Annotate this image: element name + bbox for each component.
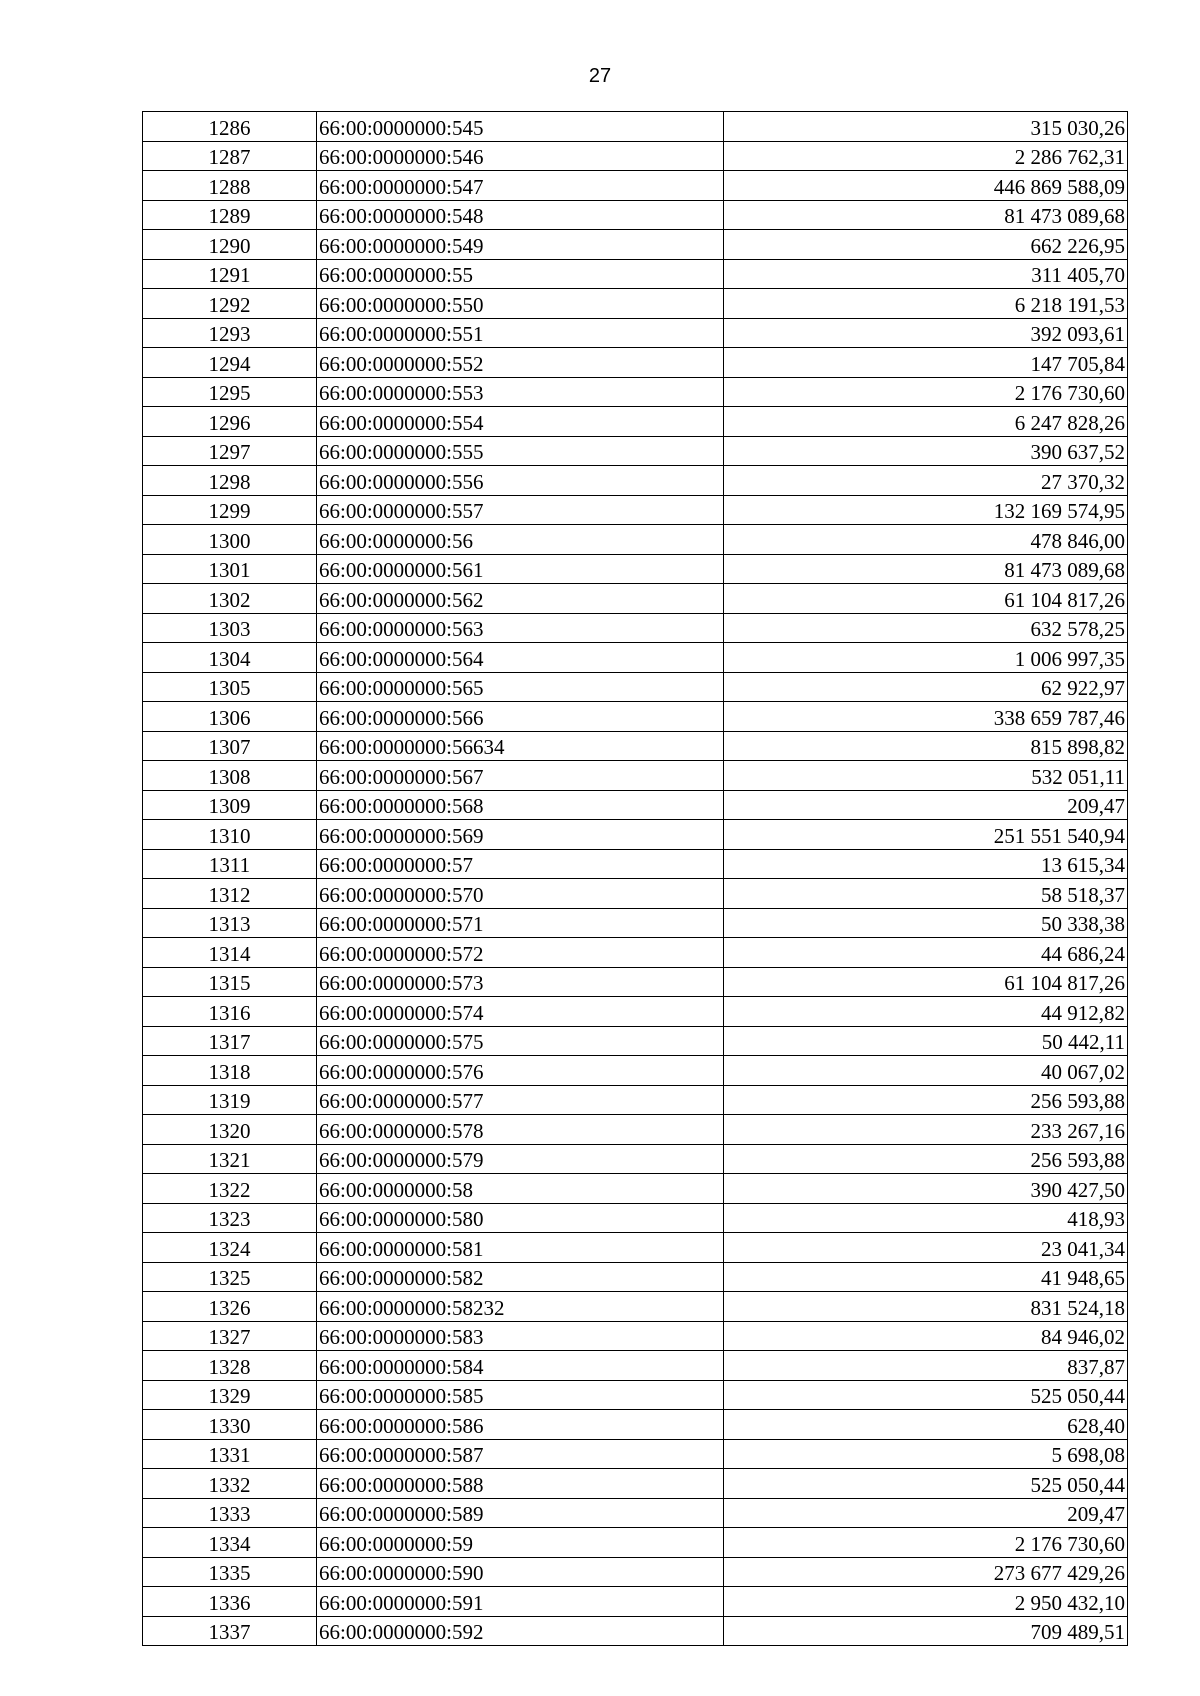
row-number-cell: 1334	[143, 1528, 317, 1558]
cadastral-number-cell: 66:00:0000000:550	[317, 289, 724, 319]
cadastral-value-cell: 628,40	[724, 1410, 1128, 1440]
row-number-cell: 1335	[143, 1557, 317, 1587]
cadastral-value-cell: 40 067,02	[724, 1056, 1128, 1086]
row-number-cell: 1303	[143, 613, 317, 643]
row-number-cell: 1302	[143, 584, 317, 614]
cadastral-value-cell: 662 226,95	[724, 230, 1128, 260]
cadastral-value-cell: 1 006 997,35	[724, 643, 1128, 673]
table-row	[143, 761, 1128, 791]
table-row	[143, 584, 1128, 614]
cadastral-value-cell: 525 050,44	[724, 1469, 1128, 1499]
cadastral-number-cell: 66:00:0000000:555	[317, 436, 724, 466]
table-row	[143, 230, 1128, 260]
table-row	[143, 112, 1128, 142]
cadastral-value-cell: 632 578,25	[724, 613, 1128, 643]
cadastral-number-cell: 66:00:0000000:562	[317, 584, 724, 614]
cadastral-number-cell: 66:00:0000000:578	[317, 1115, 724, 1145]
row-number-cell: 1329	[143, 1380, 317, 1410]
row-number-cell: 1313	[143, 908, 317, 938]
cadastral-value-cell: 256 593,88	[724, 1144, 1128, 1174]
table-body	[143, 112, 1128, 1646]
cadastral-value-cell: 58 518,37	[724, 879, 1128, 909]
cadastral-number-cell: 66:00:0000000:56634	[317, 731, 724, 761]
row-number-cell: 1316	[143, 997, 317, 1027]
table-row	[143, 348, 1128, 378]
row-number-cell: 1293	[143, 318, 317, 348]
cadastral-value-cell: 311 405,70	[724, 259, 1128, 289]
cadastral-value-cell: 709 489,51	[724, 1616, 1128, 1646]
row-number-cell: 1300	[143, 525, 317, 555]
cadastral-number-cell: 66:00:0000000:581	[317, 1233, 724, 1263]
cadastral-number-cell: 66:00:0000000:577	[317, 1085, 724, 1115]
row-number-cell: 1325	[143, 1262, 317, 1292]
table-row	[143, 1351, 1128, 1381]
cadastral-number-cell: 66:00:0000000:567	[317, 761, 724, 791]
cadastral-number-cell: 66:00:0000000:587	[317, 1439, 724, 1469]
table-row	[143, 1380, 1128, 1410]
cadastral-number-cell: 66:00:0000000:561	[317, 554, 724, 584]
table-row	[143, 908, 1128, 938]
cadastral-value-cell: 6 218 191,53	[724, 289, 1128, 319]
cadastral-value-cell: 815 898,82	[724, 731, 1128, 761]
row-number-cell: 1295	[143, 377, 317, 407]
cadastral-number-cell: 66:00:0000000:547	[317, 171, 724, 201]
row-number-cell: 1290	[143, 230, 317, 260]
row-number-cell: 1317	[143, 1026, 317, 1056]
row-number-cell: 1287	[143, 141, 317, 171]
table-row	[143, 1026, 1128, 1056]
table-row	[143, 672, 1128, 702]
table-row	[143, 1262, 1128, 1292]
table-row	[143, 436, 1128, 466]
row-number-cell: 1328	[143, 1351, 317, 1381]
table-row	[143, 1528, 1128, 1558]
cadastral-value-cell: 5 698,08	[724, 1439, 1128, 1469]
cadastral-value-cell: 2 176 730,60	[724, 1528, 1128, 1558]
cadastral-number-cell: 66:00:0000000:569	[317, 820, 724, 850]
row-number-cell: 1314	[143, 938, 317, 968]
table-row	[143, 377, 1128, 407]
table-row	[143, 1115, 1128, 1145]
row-number-cell: 1319	[143, 1085, 317, 1115]
cadastral-number-cell: 66:00:0000000:55	[317, 259, 724, 289]
cadastral-value-cell: 209,47	[724, 1498, 1128, 1528]
cadastral-number-cell: 66:00:0000000:568	[317, 790, 724, 820]
cadastral-number-cell: 66:00:0000000:58	[317, 1174, 724, 1204]
cadastral-number-cell: 66:00:0000000:545	[317, 112, 724, 142]
cadastral-value-cell: 831 524,18	[724, 1292, 1128, 1322]
row-number-cell: 1320	[143, 1115, 317, 1145]
table-row	[143, 790, 1128, 820]
table-row	[143, 1174, 1128, 1204]
cadastral-number-cell: 66:00:0000000:566	[317, 702, 724, 732]
table-row	[143, 259, 1128, 289]
cadastral-number-cell: 66:00:0000000:570	[317, 879, 724, 909]
table-row	[143, 554, 1128, 584]
cadastral-number-cell: 66:00:0000000:573	[317, 967, 724, 997]
row-number-cell: 1299	[143, 495, 317, 525]
table-row	[143, 1439, 1128, 1469]
table-row	[143, 1498, 1128, 1528]
row-number-cell: 1336	[143, 1587, 317, 1617]
cadastral-value-cell: 2 950 432,10	[724, 1587, 1128, 1617]
table-row	[143, 613, 1128, 643]
table-row	[143, 466, 1128, 496]
cadastral-value-cell: 315 030,26	[724, 112, 1128, 142]
row-number-cell: 1286	[143, 112, 317, 142]
cadastral-number-cell: 66:00:0000000:556	[317, 466, 724, 496]
row-number-cell: 1306	[143, 702, 317, 732]
row-number-cell: 1292	[143, 289, 317, 319]
cadastral-value-cell: 147 705,84	[724, 348, 1128, 378]
table-row	[143, 141, 1128, 171]
table-row	[143, 1056, 1128, 1086]
cadastral-value-cell: 392 093,61	[724, 318, 1128, 348]
cadastral-number-cell: 66:00:0000000:553	[317, 377, 724, 407]
row-number-cell: 1337	[143, 1616, 317, 1646]
row-number-cell: 1304	[143, 643, 317, 673]
cadastral-number-cell: 66:00:0000000:575	[317, 1026, 724, 1056]
cadastral-value-cell: 273 677 429,26	[724, 1557, 1128, 1587]
cadastral-value-cell: 81 473 089,68	[724, 200, 1128, 230]
cadastral-value-cell: 251 551 540,94	[724, 820, 1128, 850]
cadastral-number-cell: 66:00:0000000:582	[317, 1262, 724, 1292]
table-row	[143, 318, 1128, 348]
cadastral-number-cell: 66:00:0000000:583	[317, 1321, 724, 1351]
cadastral-number-cell: 66:00:0000000:56	[317, 525, 724, 555]
cadastral-value-cell: 390 427,50	[724, 1174, 1128, 1204]
row-number-cell: 1291	[143, 259, 317, 289]
row-number-cell: 1332	[143, 1469, 317, 1499]
cadastral-value-cell: 525 050,44	[724, 1380, 1128, 1410]
row-number-cell: 1308	[143, 761, 317, 791]
table-row	[143, 938, 1128, 968]
cadastral-number-cell: 66:00:0000000:564	[317, 643, 724, 673]
table-row	[143, 289, 1128, 319]
cadastral-number-cell: 66:00:0000000:588	[317, 1469, 724, 1499]
cadastral-value-cell: 41 948,65	[724, 1262, 1128, 1292]
cadastral-number-cell: 66:00:0000000:574	[317, 997, 724, 1027]
cadastral-value-cell: 61 104 817,26	[724, 584, 1128, 614]
cadastral-number-cell: 66:00:0000000:589	[317, 1498, 724, 1528]
row-number-cell: 1330	[143, 1410, 317, 1440]
row-number-cell: 1315	[143, 967, 317, 997]
table-row	[143, 1469, 1128, 1499]
table-row	[143, 200, 1128, 230]
row-number-cell: 1324	[143, 1233, 317, 1263]
table-row	[143, 997, 1128, 1027]
cadastral-number-cell: 66:00:0000000:592	[317, 1616, 724, 1646]
table-row	[143, 495, 1128, 525]
table-row	[143, 849, 1128, 879]
cadastral-value-cell: 446 869 588,09	[724, 171, 1128, 201]
cadastral-number-cell: 66:00:0000000:565	[317, 672, 724, 702]
row-number-cell: 1311	[143, 849, 317, 879]
row-number-cell: 1288	[143, 171, 317, 201]
row-number-cell: 1323	[143, 1203, 317, 1233]
cadastral-number-cell: 66:00:0000000:571	[317, 908, 724, 938]
table-row	[143, 820, 1128, 850]
cadastral-number-cell: 66:00:0000000:586	[317, 1410, 724, 1440]
cadastral-number-cell: 66:00:0000000:57	[317, 849, 724, 879]
cadastral-value-cell: 62 922,97	[724, 672, 1128, 702]
cadastral-value-cell: 44 912,82	[724, 997, 1128, 1027]
table-row	[143, 967, 1128, 997]
cadastral-value-cell: 61 104 817,26	[724, 967, 1128, 997]
cadastral-value-table	[142, 111, 1128, 1646]
table-row	[143, 1233, 1128, 1263]
cadastral-value-cell: 132 169 574,95	[724, 495, 1128, 525]
row-number-cell: 1333	[143, 1498, 317, 1528]
cadastral-number-cell: 66:00:0000000:585	[317, 1380, 724, 1410]
cadastral-number-cell: 66:00:0000000:591	[317, 1587, 724, 1617]
table-row	[143, 702, 1128, 732]
table-row	[143, 643, 1128, 673]
row-number-cell: 1296	[143, 407, 317, 437]
table-row	[143, 407, 1128, 437]
cadastral-number-cell: 66:00:0000000:563	[317, 613, 724, 643]
cadastral-number-cell: 66:00:0000000:590	[317, 1557, 724, 1587]
row-number-cell: 1310	[143, 820, 317, 850]
table-row	[143, 1292, 1128, 1322]
row-number-cell: 1312	[143, 879, 317, 909]
cadastral-number-cell: 66:00:0000000:554	[317, 407, 724, 437]
row-number-cell: 1321	[143, 1144, 317, 1174]
row-number-cell: 1294	[143, 348, 317, 378]
cadastral-value-cell: 23 041,34	[724, 1233, 1128, 1263]
row-number-cell: 1307	[143, 731, 317, 761]
table-row	[143, 171, 1128, 201]
cadastral-value-cell: 50 338,38	[724, 908, 1128, 938]
table-row	[143, 1616, 1128, 1646]
cadastral-number-cell: 66:00:0000000:572	[317, 938, 724, 968]
cadastral-number-cell: 66:00:0000000:584	[317, 1351, 724, 1381]
row-number-cell: 1298	[143, 466, 317, 496]
row-number-cell: 1289	[143, 200, 317, 230]
cadastral-value-cell: 256 593,88	[724, 1085, 1128, 1115]
row-number-cell: 1322	[143, 1174, 317, 1204]
cadastral-value-cell: 6 247 828,26	[724, 407, 1128, 437]
cadastral-number-cell: 66:00:0000000:58232	[317, 1292, 724, 1322]
table-row	[143, 1203, 1128, 1233]
cadastral-number-cell: 66:00:0000000:576	[317, 1056, 724, 1086]
cadastral-value-cell: 81 473 089,68	[724, 554, 1128, 584]
row-number-cell: 1327	[143, 1321, 317, 1351]
row-number-cell: 1326	[143, 1292, 317, 1322]
table-row	[143, 1144, 1128, 1174]
cadastral-value-cell: 390 637,52	[724, 436, 1128, 466]
cadastral-number-cell: 66:00:0000000:552	[317, 348, 724, 378]
cadastral-number-cell: 66:00:0000000:557	[317, 495, 724, 525]
cadastral-value-cell: 50 442,11	[724, 1026, 1128, 1056]
cadastral-value-cell: 84 946,02	[724, 1321, 1128, 1351]
row-number-cell: 1301	[143, 554, 317, 584]
row-number-cell: 1309	[143, 790, 317, 820]
cadastral-value-cell: 2 286 762,31	[724, 141, 1128, 171]
cadastral-number-cell: 66:00:0000000:548	[317, 200, 724, 230]
table-row	[143, 1557, 1128, 1587]
cadastral-number-cell: 66:00:0000000:551	[317, 318, 724, 348]
table-row	[143, 1321, 1128, 1351]
page-number: 27	[588, 65, 612, 87]
cadastral-value-cell: 418,93	[724, 1203, 1128, 1233]
cadastral-value-cell: 478 846,00	[724, 525, 1128, 555]
cadastral-value-cell: 13 615,34	[724, 849, 1128, 879]
cadastral-number-cell: 66:00:0000000:59	[317, 1528, 724, 1558]
cadastral-number-cell: 66:00:0000000:546	[317, 141, 724, 171]
cadastral-value-cell: 233 267,16	[724, 1115, 1128, 1145]
row-number-cell: 1318	[143, 1056, 317, 1086]
row-number-cell: 1305	[143, 672, 317, 702]
table-row	[143, 731, 1128, 761]
row-number-cell: 1297	[143, 436, 317, 466]
table-row	[143, 1085, 1128, 1115]
cadastral-value-cell: 532 051,11	[724, 761, 1128, 791]
cadastral-number-cell: 66:00:0000000:549	[317, 230, 724, 260]
table-row	[143, 525, 1128, 555]
cadastral-value-cell: 2 176 730,60	[724, 377, 1128, 407]
cadastral-value-cell: 44 686,24	[724, 938, 1128, 968]
table-row	[143, 1410, 1128, 1440]
table-row	[143, 879, 1128, 909]
cadastral-value-cell: 338 659 787,46	[724, 702, 1128, 732]
cadastral-number-cell: 66:00:0000000:579	[317, 1144, 724, 1174]
table-row	[143, 1587, 1128, 1617]
cadastral-number-cell: 66:00:0000000:580	[317, 1203, 724, 1233]
cadastral-value-cell: 209,47	[724, 790, 1128, 820]
cadastral-value-cell: 27 370,32	[724, 466, 1128, 496]
cadastral-value-cell: 837,87	[724, 1351, 1128, 1381]
row-number-cell: 1331	[143, 1439, 317, 1469]
